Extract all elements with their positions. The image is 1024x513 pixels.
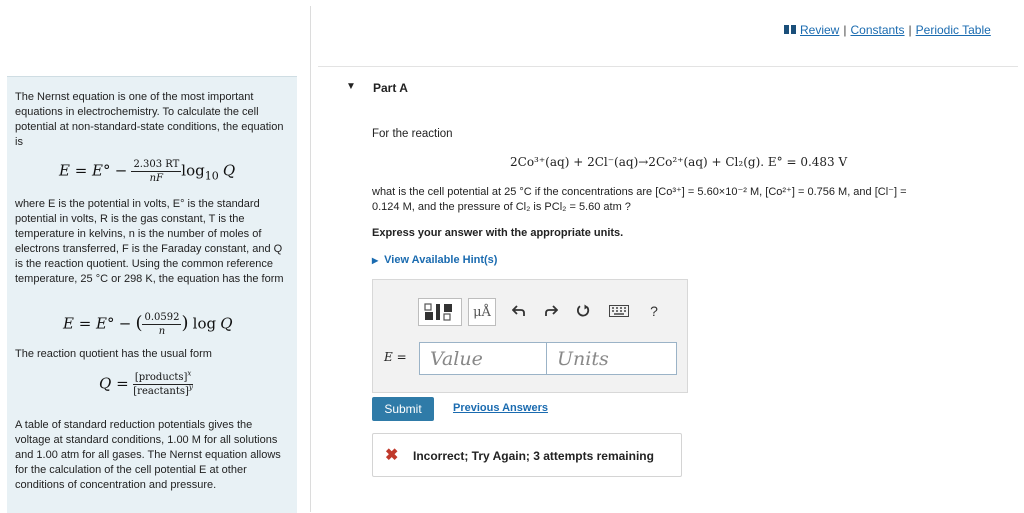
quotient-text: The reaction quotient has the usual form	[15, 348, 212, 360]
previous-answers-link[interactable]: Previous Answers	[453, 402, 548, 414]
nernst-equation	[59, 158, 235, 185]
eq-q: Q	[220, 314, 233, 333]
eq-minus: −	[118, 314, 132, 333]
link-separator: |	[843, 23, 847, 37]
expand-triangle-icon: ▶	[372, 256, 379, 265]
eq-num-exponent: x	[187, 369, 192, 378]
intro-text: The Nernst equation is one of the most important equations in electrochemistry. To calculate the cell potential at non-standard-state conditions, the equation is	[15, 91, 284, 148]
review-link[interactable]: Review	[800, 23, 840, 37]
keyboard-icon[interactable]	[608, 298, 630, 324]
eq-fraction	[131, 158, 181, 185]
eq-denominator: [reactants]	[133, 386, 189, 397]
feedback-box	[372, 433, 682, 477]
part-title: Part A	[373, 81, 408, 95]
templates-icon	[423, 303, 457, 321]
eq-fraction	[133, 371, 194, 398]
link-separator: |	[908, 23, 912, 37]
eq-fraction	[142, 311, 181, 338]
book-icon	[784, 25, 796, 34]
where-text: where E is the potential in volts, E° is the standard potential in volts, R is the gas constant, T is the temperature in kelvins, n is the number of moles of electrons transferred, F is the Faraday constant, and Q is the reaction quotient. Using the common reference temperature, 25 °C or 298 K, the equation has the form	[15, 198, 284, 285]
submit-button[interactable]: Submit	[372, 397, 434, 421]
eq-log: log	[181, 161, 205, 180]
top-links	[784, 23, 991, 37]
eq-lhs: E = E°	[63, 314, 115, 333]
incorrect-icon: ✖	[385, 447, 399, 464]
constants-link[interactable]: Constants	[850, 23, 905, 37]
templates-button[interactable]	[418, 298, 462, 326]
for-reaction-text: For the reaction	[372, 128, 453, 140]
header-divider	[318, 66, 1018, 67]
value-input[interactable]: Value	[419, 342, 550, 375]
info-panel	[7, 76, 297, 513]
answer-box	[372, 279, 688, 393]
eq-denominator: n	[158, 326, 166, 337]
units-input[interactable]: Units	[546, 342, 677, 375]
eq-log-base: 10	[204, 169, 219, 183]
question-line-2: 0.124 M, and the pressure of Cl₂ is PCl₂ = 5.60 atm ?	[372, 201, 631, 213]
periodic-table-link[interactable]: Periodic Table	[915, 23, 991, 37]
hints-label: View Available Hint(s)	[384, 254, 498, 266]
collapse-triangle-icon[interactable]: ▼	[346, 81, 356, 92]
eq-numerator: [products]	[134, 372, 188, 383]
eq-denominator: nF	[149, 173, 164, 184]
eq-den-exponent: y	[188, 383, 193, 392]
eq-minus: −	[114, 161, 128, 180]
eq-numerator: 0.0592	[144, 312, 180, 323]
undo-icon[interactable]	[510, 298, 528, 324]
eq-lhs: E = E°	[59, 161, 111, 180]
reaction-equation: 2Co³⁺(aq) + 2Cl⁻(aq)→2Co²⁺(aq) + Cl₂(g). E° = 0.483 V	[510, 155, 848, 169]
quotient-equation	[99, 371, 193, 398]
e-label-text: E =	[384, 350, 407, 364]
e-label	[384, 350, 407, 364]
eq-log: log	[192, 314, 217, 333]
question-line-1: what is the cell potential at 25 °C if the concentrations are [Co³⁺] = 5.60×10⁻² M, [Co²⁺] = 0.756 M, and [Cl⁻] =	[372, 186, 907, 198]
nernst-298-equation: E = E° − ( $\frac{0.0592}{n}$ ) log Q	[63, 312, 233, 337]
eq-numerator: 2.303 RT	[133, 159, 180, 170]
table-text: A table of standard reduction potentials gives the voltage at standard conditions, 1.00 M for all solutions and 1.00 atm for all gases. The Nernst equation allows for the calculation of the cell potential E at other conditions of concentration and pressure.	[15, 419, 281, 491]
panel-divider	[310, 6, 311, 512]
eq-q: Q	[222, 161, 236, 180]
eq-lhs: Q =	[99, 374, 129, 393]
view-hints-link[interactable]	[372, 254, 497, 266]
help-icon[interactable]: ?	[650, 303, 658, 319]
reset-icon[interactable]	[574, 298, 592, 324]
feedback-text: Incorrect; Try Again; 3 attempts remaining	[413, 449, 654, 463]
redo-icon[interactable]	[542, 298, 560, 324]
units-button[interactable]: μÅ	[468, 298, 496, 326]
instruction-text: Express your answer with the appropriate units.	[372, 227, 624, 239]
